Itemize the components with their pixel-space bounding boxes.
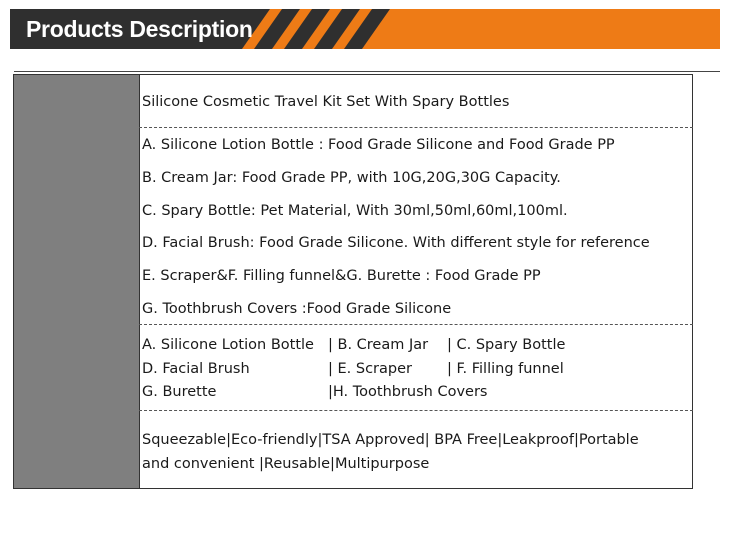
functions-line: Squeezable|Eco-friendly|TSA Approved| BPA Free|Leakproof|Portable: [142, 432, 639, 448]
material-line: E. Scraper&F. Filling funnel&G. Burette : Food Grade PP: [142, 268, 541, 284]
page-title: Products Description: [26, 16, 253, 42]
header-banner: [10, 9, 720, 49]
material-label: Material:: [601, 201, 688, 221]
material-line: B. Cream Jar: Food Grade PP, with 10G,20G,30G Capacity.: [142, 170, 561, 186]
label-column: [14, 75, 139, 488]
parts-cell: | E. Scraper: [328, 361, 412, 377]
item-name-label: Item Name:: [576, 91, 688, 111]
parts-label: Parts:: [631, 359, 688, 379]
material-line: C. Spary Bottle: Pet Material, With 30ml,50ml,60ml,100ml.: [142, 203, 568, 219]
parts-cell: D. Facial Brush: [142, 361, 250, 377]
header-rule: [14, 71, 720, 72]
row-divider: [139, 410, 693, 411]
parts-cell: A. Silicone Lotion Bottle: [142, 337, 314, 353]
parts-cell: G. Burette: [142, 384, 217, 400]
parts-cell: |H. Toothbrush Covers: [328, 384, 488, 400]
material-line: G. Toothbrush Covers :Food Grade Silicone: [142, 301, 452, 317]
parts-cell: | C. Spary Bottle: [447, 337, 566, 353]
material-line: A. Silicone Lotion Bottle : Food Grade Silicone and Food Grade PP: [142, 137, 615, 153]
item-name-value: Silicone Cosmetic Travel Kit Set With Spary Bottles: [142, 94, 510, 110]
functions-line: and convenient |Reusable|Multipurpose: [142, 456, 430, 472]
column-divider: [139, 75, 140, 488]
functions-label: Functions:: [588, 441, 688, 461]
row-divider: [139, 127, 693, 128]
parts-cell: | F. Filling funnel: [447, 361, 564, 377]
row-divider: [139, 324, 693, 325]
spec-table: [13, 74, 693, 489]
parts-cell: | B. Cream Jar: [328, 337, 429, 353]
material-line: D. Facial Brush: Food Grade Silicone. With different style for reference: [142, 235, 650, 251]
